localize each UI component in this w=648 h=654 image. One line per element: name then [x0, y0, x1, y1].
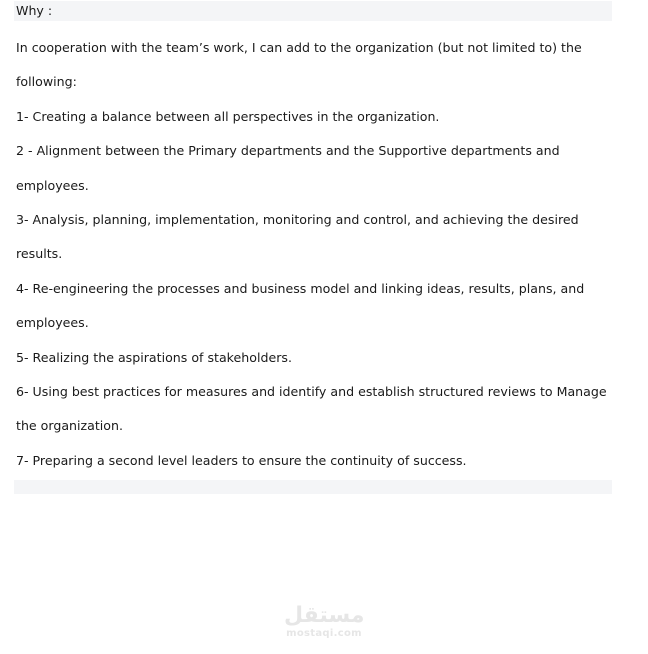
document-line: the organization.: [16, 418, 123, 434]
watermark-domain: mostaqi.com: [286, 628, 362, 639]
document-line: 4- Re-engineering the processes and business model and linking ideas, results, plans, and: [16, 280, 585, 296]
document-line: 2 - Alignment between the Primary departments and the Supportive departments and: [16, 143, 560, 159]
document-line: 5- Realizing the aspirations of stakeholders.: [16, 349, 292, 365]
document-line: results.: [16, 246, 63, 262]
document-block: [14, 1, 612, 494]
document-line: In cooperation with the team’s work, I can add to the organization (but not limited to) the: [16, 40, 582, 55]
document-line: 7- Preparing a second level leaders to ensure the continuity of success.: [16, 452, 467, 468]
watermark-arabic-logo: مستقل: [284, 603, 365, 628]
mostaql-watermark: [284, 604, 364, 640]
document-line: employees.: [16, 177, 89, 193]
document-line: 1- Creating a balance between all perspectives in the organization.: [16, 108, 440, 124]
document-line: following:: [16, 74, 77, 90]
document-line: employees.: [16, 315, 89, 331]
document-line: 3- Analysis, planning, implementation, monitoring and control, and achieving the desired: [16, 212, 579, 228]
document-line: 6- Using best practices for measures and identify and establish structured reviews to Manage: [16, 384, 607, 400]
document-bottom-band: [14, 480, 612, 494]
document-text: [16, 1, 610, 478]
document-heading: Why :: [16, 3, 53, 18]
